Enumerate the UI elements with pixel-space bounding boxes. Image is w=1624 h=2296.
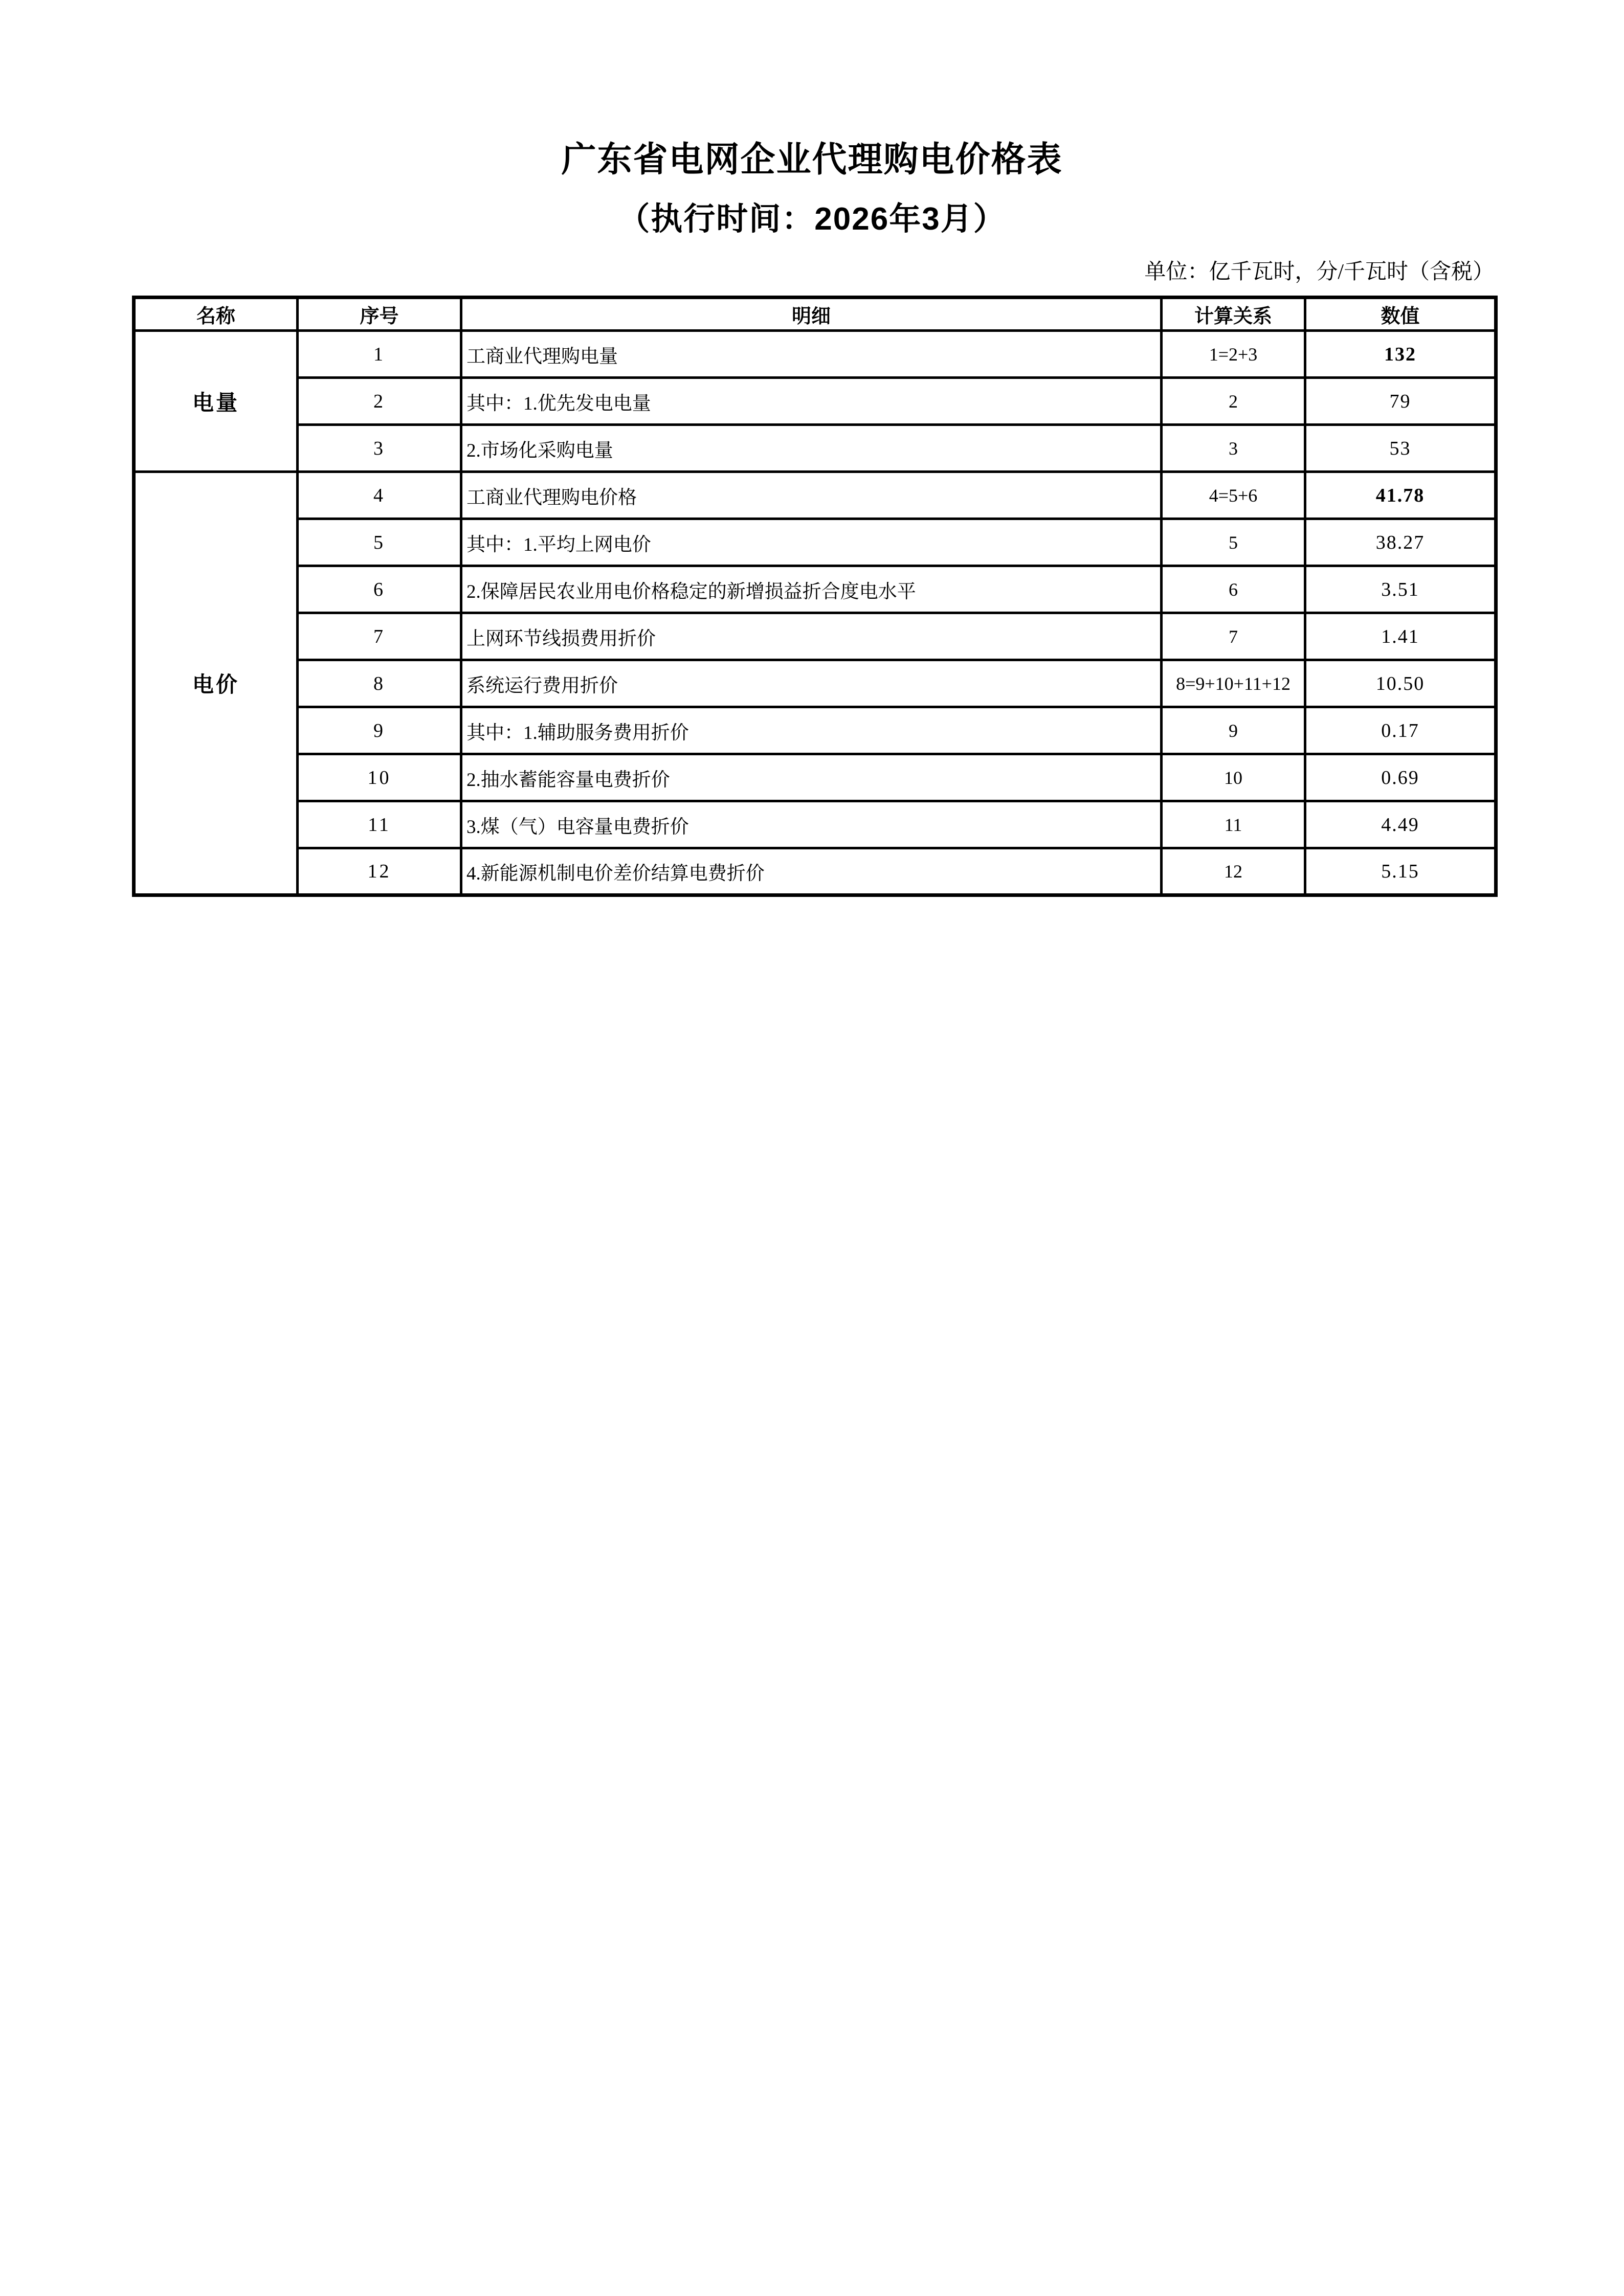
group-cell-electricity-quantity: 电量 xyxy=(134,331,298,472)
cell-value: 132 xyxy=(1305,331,1496,378)
col-header-serial: 序号 xyxy=(298,298,461,331)
table-row xyxy=(134,331,1496,378)
cell-serial: 7 xyxy=(298,613,461,660)
cell-relation: 12 xyxy=(1162,848,1305,895)
col-header-value: 数值 xyxy=(1305,298,1496,331)
cell-detail: 其中：1.优先发电电量 xyxy=(461,378,1162,425)
cell-serial: 11 xyxy=(298,801,461,848)
cell-value: 38.27 xyxy=(1305,519,1496,566)
cell-detail: 2.市场化采购电量 xyxy=(461,425,1162,472)
page-title: 广东省电网企业代理购电价格表 xyxy=(561,140,1063,179)
cell-relation: 3 xyxy=(1162,425,1305,472)
table-row xyxy=(134,848,1496,895)
table-row xyxy=(134,754,1496,801)
cell-serial: 9 xyxy=(298,707,461,754)
cell-detail: 工商业代理购电量 xyxy=(461,331,1162,378)
col-header-name: 名称 xyxy=(134,298,298,331)
cell-serial: 2 xyxy=(298,378,461,425)
cell-relation: 2 xyxy=(1162,378,1305,425)
cell-serial: 8 xyxy=(298,660,461,707)
cell-value: 5.15 xyxy=(1305,848,1496,895)
table-row xyxy=(134,566,1496,613)
cell-detail: 2.抽水蓄能容量电费折价 xyxy=(461,754,1162,801)
table-row xyxy=(134,378,1496,425)
cell-detail: 上网环节线损费用折价 xyxy=(461,613,1162,660)
cell-relation: 4=5+6 xyxy=(1162,472,1305,519)
cell-relation: 8=9+10+11+12 xyxy=(1162,660,1305,707)
cell-relation: 6 xyxy=(1162,566,1305,613)
table-row xyxy=(134,613,1496,660)
table-row xyxy=(134,519,1496,566)
cell-detail: 工商业代理购电价格 xyxy=(461,472,1162,519)
cell-relation: 7 xyxy=(1162,613,1305,660)
cell-relation: 5 xyxy=(1162,519,1305,566)
group-cell-electricity-price: 电价 xyxy=(134,472,298,895)
table-row xyxy=(134,425,1496,472)
cell-serial: 6 xyxy=(298,566,461,613)
cell-value: 41.78 xyxy=(1305,472,1496,519)
cell-value: 0.69 xyxy=(1305,754,1496,801)
col-header-detail: 明细 xyxy=(461,298,1162,331)
cell-value: 1.41 xyxy=(1305,613,1496,660)
cell-serial: 10 xyxy=(298,754,461,801)
cell-serial: 1 xyxy=(298,331,461,378)
table-row xyxy=(134,707,1496,754)
cell-detail: 其中：1.平均上网电价 xyxy=(461,519,1162,566)
cell-relation: 11 xyxy=(1162,801,1305,848)
cell-serial: 12 xyxy=(298,848,461,895)
col-header-relation: 计算关系 xyxy=(1162,298,1305,331)
cell-relation: 10 xyxy=(1162,754,1305,801)
cell-relation: 1=2+3 xyxy=(1162,331,1305,378)
cell-detail: 系统运行费用折价 xyxy=(461,660,1162,707)
cell-value: 10.50 xyxy=(1305,660,1496,707)
cell-value: 0.17 xyxy=(1305,707,1496,754)
table-header-row xyxy=(134,298,1496,331)
cell-detail: 4.新能源机制电价差价结算电费折价 xyxy=(461,848,1162,895)
price-table xyxy=(132,296,1498,897)
cell-serial: 3 xyxy=(298,425,461,472)
cell-detail: 2.保障居民农业用电价格稳定的新增损益折合度电水平 xyxy=(461,566,1162,613)
cell-detail: 其中：1.辅助服务费用折价 xyxy=(461,707,1162,754)
table-row xyxy=(134,801,1496,848)
cell-serial: 4 xyxy=(298,472,461,519)
unit-note: 单位：亿千瓦时，分/千瓦时（含税） xyxy=(1144,260,1494,284)
cell-value: 79 xyxy=(1305,378,1496,425)
cell-serial: 5 xyxy=(298,519,461,566)
cell-value: 4.49 xyxy=(1305,801,1496,848)
page-subtitle: （执行时间：2026年3月） xyxy=(618,201,1006,237)
table-row xyxy=(134,472,1496,519)
cell-value: 53 xyxy=(1305,425,1496,472)
cell-detail: 3.煤（气）电容量电费折价 xyxy=(461,801,1162,848)
cell-relation: 9 xyxy=(1162,707,1305,754)
table-row xyxy=(134,660,1496,707)
cell-value: 3.51 xyxy=(1305,566,1496,613)
